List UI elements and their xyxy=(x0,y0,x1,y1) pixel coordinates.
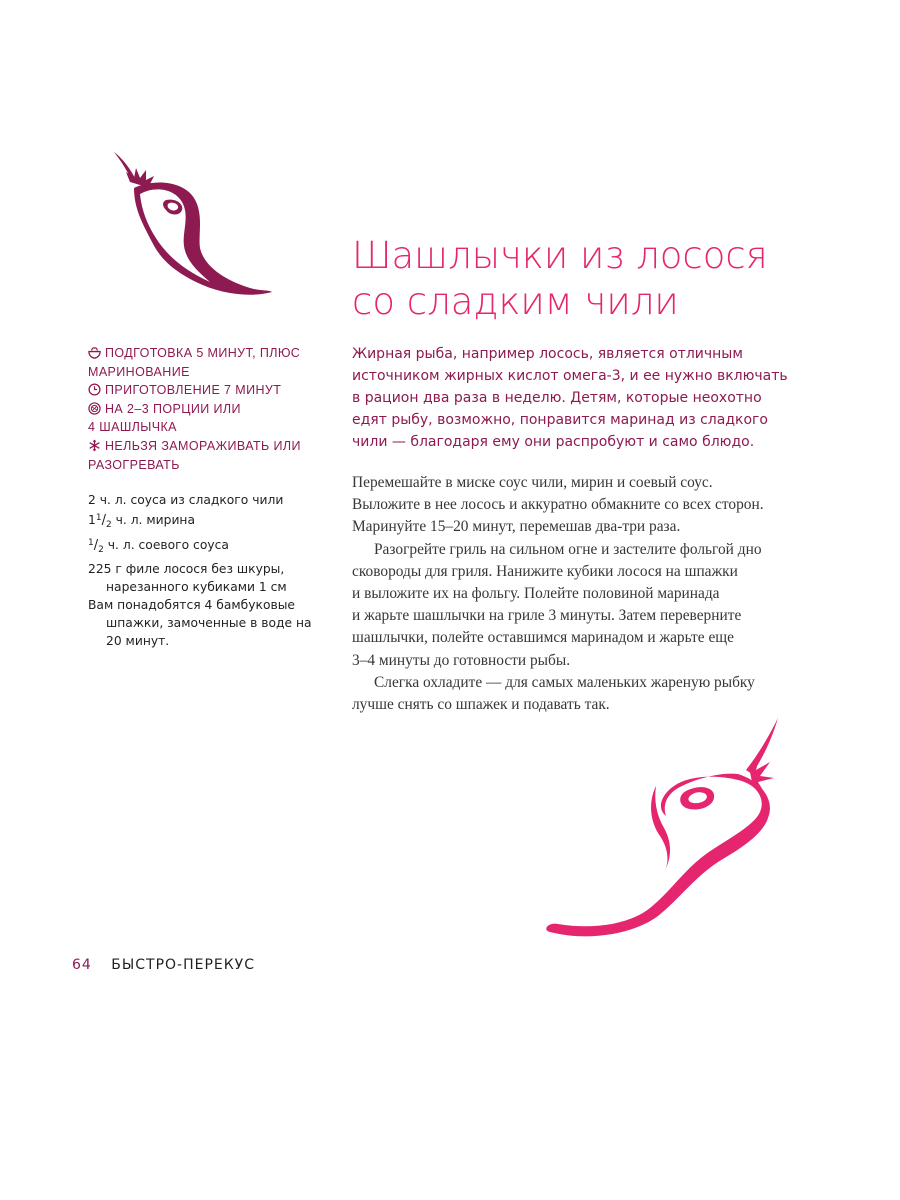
intro-text xyxy=(352,343,792,453)
meta-serves xyxy=(88,400,338,437)
intro-line: Жирная рыба, например лосось, является отличным xyxy=(352,346,743,362)
intro-line: в рацион два раза в неделю. Детям, которые неохотно xyxy=(352,390,762,406)
intro-line: чили — благодаря ему они распробуют и само блюдо. xyxy=(352,434,755,450)
method-line: Выложите в нее лосось и аккуратно обмакните со всех сторон. xyxy=(352,496,764,514)
method-line: и выложите их на фольгу. Полейте половиной маринада xyxy=(352,585,720,603)
meta-cook xyxy=(88,381,338,400)
bowl-icon xyxy=(88,346,101,359)
ingredient-item: $1^1/_2$ ч. л. мирина xyxy=(88,513,196,531)
meta-prep xyxy=(88,344,338,381)
method-line: Слегка охладите — для самых маленьких жареную рыбку xyxy=(374,673,755,691)
method-line: Маринуйте 15–20 минут, перемешав два-три раза. xyxy=(352,518,681,536)
ingredients-list xyxy=(88,491,338,651)
page-footer xyxy=(72,955,255,975)
meta-prep-line-2: МАРИНОВАНИЕ xyxy=(88,364,190,379)
clock-icon xyxy=(88,383,101,396)
page-number: 64 xyxy=(72,957,92,973)
method-line: лучше снять со шпажек и подавать так. xyxy=(352,696,610,714)
meta-cook-line-1: ПРИГОТОВЛЕНИЕ 7 МИНУТ xyxy=(105,383,282,398)
title-line-1: Шашлычки из лосося xyxy=(352,234,768,277)
meta-freeze xyxy=(88,437,338,474)
chili-pepper-illustration xyxy=(100,148,276,298)
method-line: Разогрейте гриль на сильном огне и застелите фольгой дно xyxy=(374,540,762,558)
method-line: и жарьте шашлычки на гриле 3 минуты. Затем переверните xyxy=(352,607,742,625)
title-line-2: со сладким чили xyxy=(352,280,679,323)
meta-prep-line-1: ПОДГОТОВКА 5 МИНУТ, ПЛЮС xyxy=(105,346,301,360)
meta-freeze-line-2: РАЗОГРЕВАТЬ xyxy=(88,457,180,472)
intro-line: источником жирных кислот омега-3, и ее нужно включать xyxy=(352,368,788,384)
ingredient-note: Вам понадобятся 4 бамбуковые шпажки, замоченные в воде на 20 минут. xyxy=(88,598,312,649)
ingredient-item: $^1/_2$ ч. л. соевого соуса xyxy=(88,538,229,556)
method-line: шашлычки, полейте оставшимся маринадом и жарьте еще xyxy=(352,629,734,647)
section-name: БЫСТРО-ПЕРЕКУС xyxy=(111,957,255,973)
intro-line: едят рыбу, возможно, понравится маринад из сладкого xyxy=(352,412,768,428)
chili-pepper-illustration xyxy=(538,712,786,944)
plate-icon xyxy=(88,402,101,415)
recipe-meta xyxy=(88,344,338,474)
method-line: 3–4 минуты до готовности рыбы. xyxy=(352,651,571,669)
ingredient-item: 225 г филе лосося без шкуры, нарезанного кубиками 1 см xyxy=(88,561,287,594)
ingredient-item: 2 ч. л. соуса из сладкого чили xyxy=(88,493,284,507)
meta-serves-line-2: 4 ШАШЛЫЧКА xyxy=(88,420,177,435)
snowflake-icon xyxy=(88,439,101,452)
method-line: Перемешайте в миске соус чили, мирин и соевый соус. xyxy=(352,474,713,491)
meta-freeze-line-1: НЕЛЬЗЯ ЗАМОРАЖИВАТЬ ИЛИ xyxy=(105,438,301,453)
method-text xyxy=(352,472,792,716)
recipe-title xyxy=(352,233,832,325)
meta-serves-line-1: НА 2–3 ПОРЦИИ ИЛИ xyxy=(105,401,241,416)
method-line: сковороды для гриля. Нанижите кубики лосося на шпажки xyxy=(352,562,738,580)
